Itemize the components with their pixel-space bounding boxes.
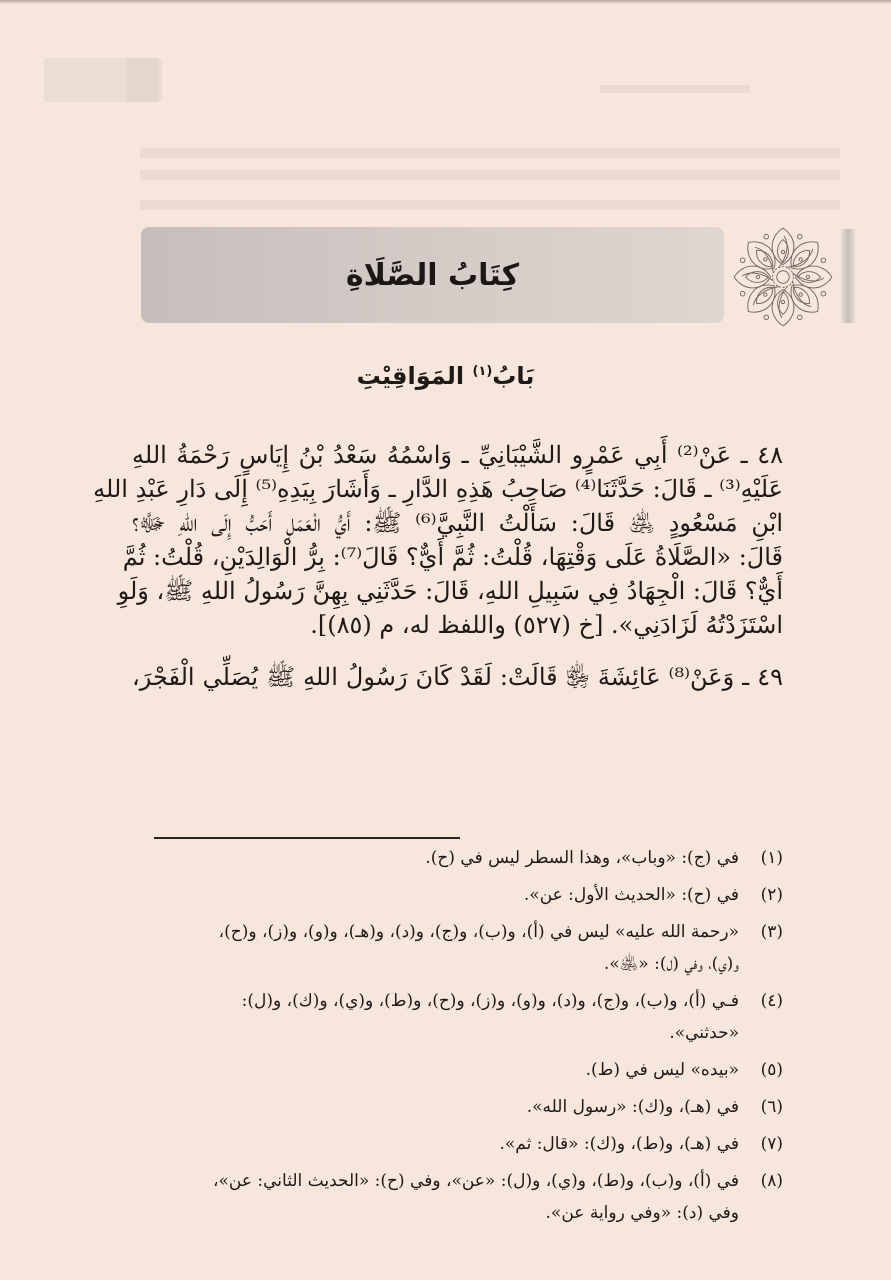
section-heading xyxy=(0,362,891,390)
hadith-line: ٤٩ ـ وَعَنْ⁽⁸⁾ عَائِشَةَ ﵂ قَالَتْ: لَقَدْ كَانَ رَسُولُ اللهِ ﷺ يُصَلِّي الْفَجْرَ، xyxy=(132,663,784,691)
floral-rosette-ornament-icon xyxy=(730,225,836,329)
hadith-49 xyxy=(132,660,783,694)
footnote-4 xyxy=(140,989,783,1058)
footnote-number: (٦) xyxy=(760,1097,783,1117)
footnote-7 xyxy=(140,1132,783,1169)
rosette-dot xyxy=(798,257,803,262)
footnote-text: «رحمة الله عليه» ليس في (أ)، و(ب)، و(ج)، و(د)، و(هـ)، و(و)، و(ز)، و(ح)، xyxy=(218,922,739,942)
footnote-separator-rule xyxy=(154,837,460,839)
hadith-line: ٤٨ ـ عَنْ⁽²⁾ أَبِي عَمْرٍو الشَّيْبَانِيِّ ـ وَاسْمُهُ سَعْدُ بْنُ إِيَاسٍ رَحْمَةُ اللهِ xyxy=(132,441,783,469)
bleed-through-running-head xyxy=(600,85,750,93)
bleed-through-line xyxy=(140,148,840,158)
bleed-through-header-box-shade xyxy=(126,58,158,102)
chapter-title: كِتَابُ الصَّلَاةِ xyxy=(345,257,520,293)
hadith-line: أَيٌّ؟ قَالَ: الْجِهَادُ فِي سَبِيلِ اللهِ، قَالَ: حَدَّثَنِي بِهِنَّ رَسُولُ اللهِ ﷺ، وَلَوِ xyxy=(117,577,783,605)
section-label: بَابُ xyxy=(492,362,535,390)
footnote-number: (٢) xyxy=(760,885,783,905)
footnote-text: في (ج): «وباب»، وهذا السطر ليس في (ح). xyxy=(425,848,739,868)
footnote-text: فـي (أ)، و(ب)، و(ج)، و(د)، و(و)، و(ز)، و(ح)، و(ط)، و(ي)، و(ك)، و(ل): xyxy=(241,991,739,1011)
rosette-dot xyxy=(806,275,809,278)
rosette-dot xyxy=(781,250,784,253)
rosette-dot xyxy=(740,257,746,263)
rosette-dot xyxy=(763,257,768,262)
hadith-48 xyxy=(93,438,783,642)
footnote-2 xyxy=(140,883,783,920)
section-title: المَوَاقِيْتِ xyxy=(356,362,465,390)
footnote-text: «حدثني». xyxy=(669,1023,739,1043)
rosette-dot xyxy=(797,234,803,240)
footnote-text: في (أ)، و(ب)، و(ط)، و(ي)، و(ل): «عن»، وفي (ح): «الحديث الثاني: عن»، xyxy=(213,1171,739,1191)
rosette-inner-petal xyxy=(789,247,813,271)
footnote-1 xyxy=(140,846,783,883)
footnote-number: (٥) xyxy=(760,1060,783,1080)
footnote-number: (٨) xyxy=(760,1171,783,1191)
footnote-text: «بيده» ليس في (ط). xyxy=(585,1060,739,1080)
footnote-number: (١) xyxy=(760,848,783,868)
footnote-number: (٧) xyxy=(760,1134,783,1154)
footnote-number: (٤) xyxy=(760,991,783,1011)
footnote-8 xyxy=(140,1169,783,1238)
hadith-line: ابْنِ مَسْعُودٍ ﵁ قَالَ: سَأَلْتُ النَّبِيَّ⁽⁶⁾ ﷺ: أَيُّ الْعَمَلِ أَحَبُّ إِلَى اللهِ ﷻ؟ xyxy=(132,509,783,537)
rosette-dot xyxy=(798,292,803,297)
rosette-dot xyxy=(763,292,768,297)
page-top-edge xyxy=(0,0,891,4)
rosette-petal xyxy=(741,278,782,319)
rosette-dot xyxy=(820,257,826,263)
hadith-line: اسْتَزَدْتُهُ لَزَادَنِي». [خ (٥٢٧) واللفظ له، م (٨٥)]. xyxy=(310,611,783,639)
bleed-through-line xyxy=(140,170,840,180)
footnote-text: في (ح): «الحديث الأول: عن». xyxy=(523,885,739,905)
rosette-dot xyxy=(756,275,759,278)
footnote-5 xyxy=(140,1058,783,1095)
footnote-text: وفي (د): «وفي رواية عن». xyxy=(545,1203,739,1223)
rosette-dot xyxy=(763,314,769,320)
chapter-banner xyxy=(141,227,724,323)
bleed-through-line xyxy=(140,200,840,210)
rosette-dot xyxy=(797,314,803,320)
rosette-dot xyxy=(820,291,826,297)
hadith-line: عَلَيْهِ⁽³⁾ ـ قَالَ: حَدَّثَنَا⁽⁴⁾ صَاحِبُ هَذِهِ الدَّارِ ـ وَأَشَارَ بِيَدِهِ⁽⁵⁾ إِلَى دَارِ عَبْدِ اللهِ xyxy=(93,475,783,503)
footnote-text: و(ي)، وفي (ل): «﵁». xyxy=(603,954,739,974)
footnote-text: في (هـ)، و(ك): «رسول الله». xyxy=(526,1097,739,1117)
footnote-text: في (هـ)، و(ط)، و(ك): «قال: ثم». xyxy=(499,1134,739,1154)
hadith-line: قَالَ: «الصَّلَاةُ عَلَى وَقْتِهَا، قُلْتُ: ثُمَّ أَيٌّ؟ قَالَ⁽⁷⁾: بِرُّ الْوَالِدَيْنِ، قُلْتُ: ثُمَّ xyxy=(122,543,783,571)
footnote-3 xyxy=(140,920,783,989)
page-edge-strip xyxy=(841,229,855,323)
footnote-6 xyxy=(140,1095,783,1132)
rosette-inner-petal xyxy=(789,283,813,307)
rosette-petal xyxy=(784,235,825,276)
rosette-inner-petal xyxy=(753,283,777,307)
section-footnote-ref[interactable]: (١) xyxy=(472,364,493,379)
rosette-dot xyxy=(781,300,784,303)
rosette-dot xyxy=(763,234,769,240)
footnote-number: (٣) xyxy=(760,922,783,942)
rosette-inner-petal xyxy=(753,247,777,271)
rosette-dot xyxy=(740,291,746,297)
footnotes xyxy=(140,846,783,1238)
hadith-text-block xyxy=(93,438,784,694)
